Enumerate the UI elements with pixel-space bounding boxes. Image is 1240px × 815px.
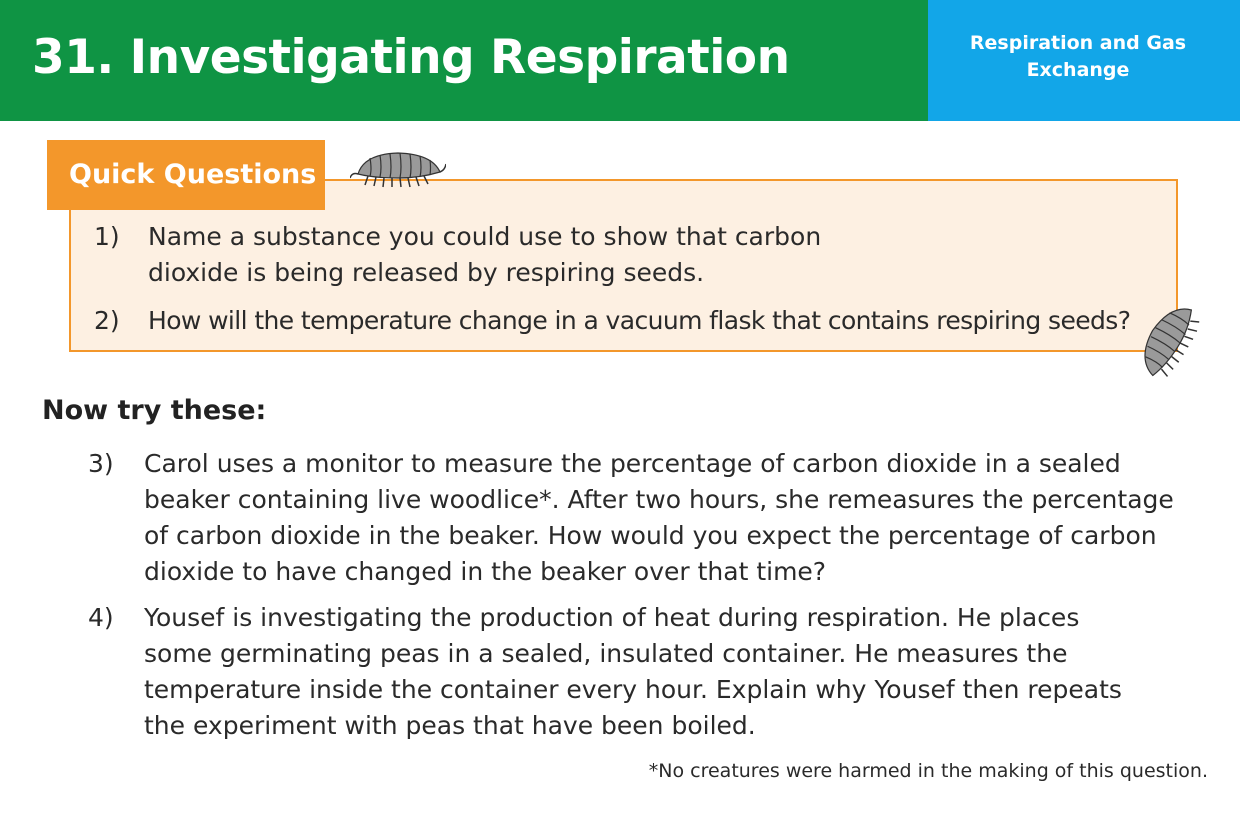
question-text: How will the temperature change in a vacuum flask that contains respiring seeds? [148,306,1131,335]
topic-label: Respiration and Gas Exchange [969,32,1187,81]
question-text: Name a substance you could use to show that carbon dioxide is being released by respiring seeds. [148,222,822,287]
question-number: 2) [94,306,120,335]
question-text: Yousef is investigating the production of heat during respiration. He places some germinating peas in a sealed, insulated container. He measures the temperature inside the container every hour. Explain why Yousef then repeats the experiment with peas that have been boiled. [144,603,1122,740]
quick-questions-tab [47,140,325,210]
header-bar [0,0,928,121]
question-number: 4) [88,603,114,632]
page-title: 31. Investigating Respiration [32,30,790,85]
footnote: *No creatures were harmed in the making of this question. [648,760,1208,782]
section-heading: Now try these: [42,395,267,426]
question-number: 1) [94,222,120,251]
woodlouse-icon [350,148,446,190]
quick-questions-label: Quick Questions [69,159,317,190]
question-number: 3) [88,449,114,478]
question-text: Carol uses a monitor to measure the percentage of carbon dioxide in a sealed beaker containing live woodlice*. After two hours, she remeasures the percentage of carbon dioxide in the beaker. How would you expect the percentage of carbon dioxide to have changed in the beaker over that time? [144,449,1174,586]
topic-badge [928,0,1240,121]
